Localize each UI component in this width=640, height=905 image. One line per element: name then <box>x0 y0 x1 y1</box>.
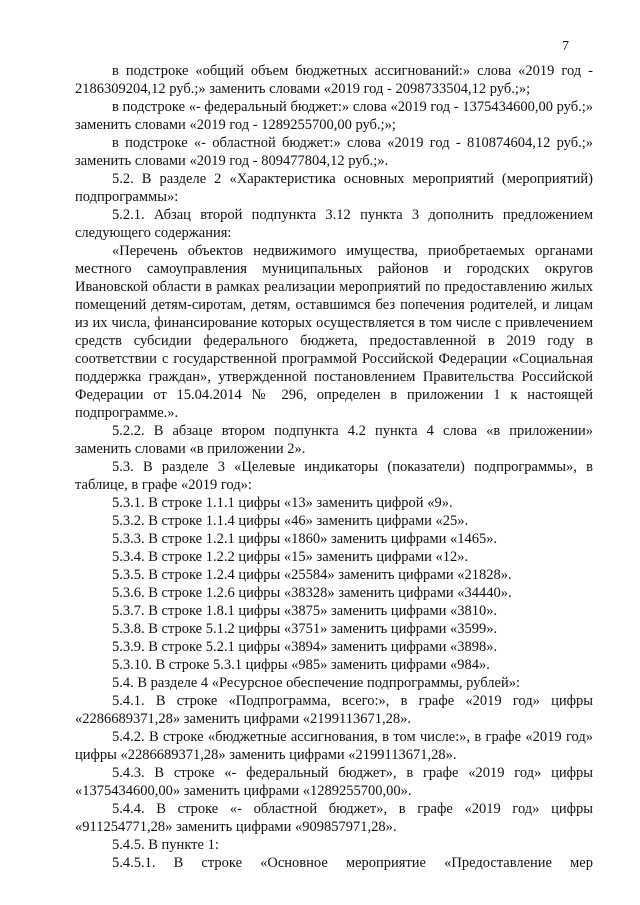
paragraph: в подстроке «общий объем бюджетных ассигнований:» слова «2019 год - 2186309204,12 руб.;» заменить словами «2019 год - 2098733504,12 руб.;»; <box>75 63 593 97</box>
paragraph: 5.2. В разделе 2 «Характеристика основных мероприятий (мероприятий) подпрограммы»: <box>75 171 593 205</box>
list-item: 5.3.7. В строке 1.8.1 цифры «3875» заменить цифрами «3810». <box>112 603 498 619</box>
paragraph: 5.4.2. В строке «бюджетные ассигнования, в том числе:», в графе «2019 год» цифры «2286689371,28» заменить цифрами «2199113671,28». <box>75 729 593 763</box>
paragraph: 5.4.5. В пункте 1: <box>112 837 219 853</box>
paragraph: 5.4.3. В строке «- федеральный бюджет», в графе «2019 год» цифры «1375434600,00» заменить цифрами «1289255700,00». <box>75 765 593 799</box>
paragraph: 5.4.4. В строке «- областной бюджет», в графе «2019 год» цифры «911254771,28» заменить цифрами «909857971,28». <box>75 801 593 835</box>
paragraph: «Перечень объектов недвижимого имущества, приобретаемых органами местного самоуправления муниципальных районов и городских округов Ивановской области в рамках реализации мероприятий по предоставлению жилых помещений детям-сиротам, детям, оставшимся без попечения родителей, и лицам из их числа, финансирование которых осуществляется в том числе с привлечением средств субсидии федерального бюджета, предоставленной в 2019 году в соответствии с государственной программой Российской Федерации «Социальная поддержка граждан», утвержденной постановлением Правительства Российской Федерации от 15.04.2014 № 296, определен в приложении 1 к настоящей подпрограмме.». <box>75 243 593 421</box>
document-body <box>75 62 593 872</box>
list-item: 5.3.5. В строке 1.2.4 цифры «25584» заменить цифрами «21828». <box>112 567 512 583</box>
list-item: 5.3.8. В строке 5.1.2 цифры «3751» заменить цифрами «3599». <box>112 621 498 637</box>
amendment-list <box>75 494 593 692</box>
paragraph: 5.2.1. Абзац второй подпункта 3.12 пункта 3 дополнить предложением следующего содержания: <box>75 207 593 241</box>
list-item: 5.3.3. В строке 1.2.1 цифры «1860» заменить цифрами «1465». <box>112 531 498 547</box>
paragraph: 5.3. В разделе 3 «Целевые индикаторы (показатели) подпрограммы», в таблице, в графе «2019 год»: <box>75 459 593 493</box>
list-item: 5.4. В разделе 4 «Ресурсное обеспечение подпрограммы, рублей»: <box>112 675 521 691</box>
paragraph: 5.4.1. В строке «Подпрограмма, всего:», в графе «2019 год» цифры «2286689371,28» заменить цифрами «2199113671,28». <box>75 693 593 727</box>
list-item: 5.3.1. В строке 1.1.1 цифры «13» заменить цифрой «9». <box>112 495 453 511</box>
list-item: 5.3.9. В строке 5.2.1 цифры «3894» заменить цифрами «3898». <box>112 639 498 655</box>
paragraph: в подстроке «- федеральный бюджет:» слова «2019 год - 1375434600,00 руб.;» заменить словами «2019 год - 1289255700,00 руб.;»; <box>75 99 593 133</box>
page-number: 7 <box>562 39 569 54</box>
list-item: 5.3.10. В строке 5.3.1 цифры «985» заменить цифрами «984». <box>112 657 490 673</box>
paragraph: в подстроке «- областной бюджет:» слова «2019 год - 810874604,12 руб.;» заменить словами «2019 год - 809477804,12 руб.;». <box>75 135 593 169</box>
list-item: 5.3.4. В строке 1.2.2 цифры «15» заменить цифрами «12». <box>112 549 469 565</box>
paragraph: 5.2.2. В абзаце втором подпункта 4.2 пункта 4 слова «в приложении» заменить словами «в приложении 2». <box>75 423 593 457</box>
list-item: 5.3.6. В строке 1.2.6 цифры «38328» заменить цифрами «34440». <box>112 585 512 601</box>
paragraph: 5.4.5.1. В строке «Основное мероприятие «Предоставление мер <box>112 855 593 871</box>
list-item: 5.3.2. В строке 1.1.4 цифры «46» заменить цифрами «25». <box>112 513 469 529</box>
